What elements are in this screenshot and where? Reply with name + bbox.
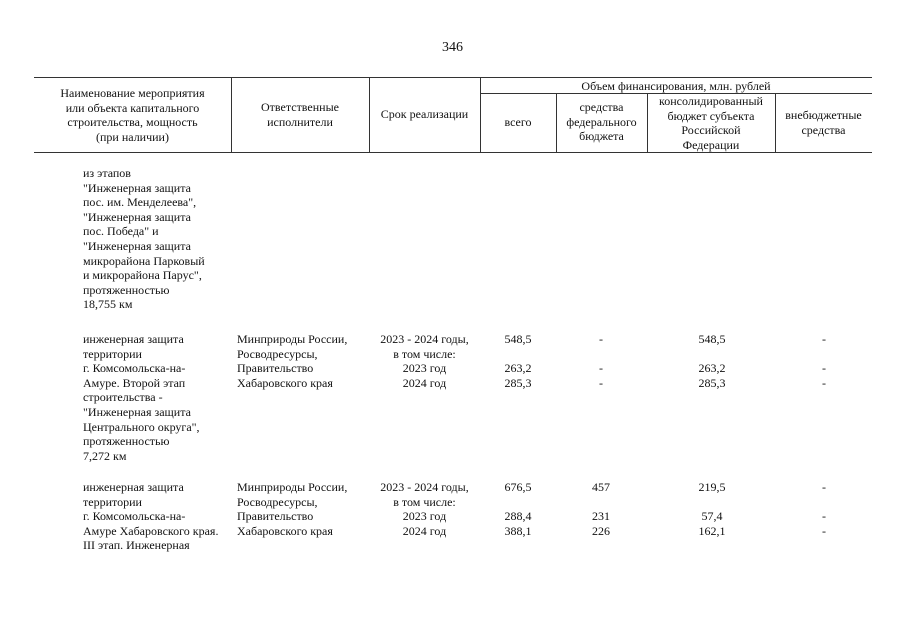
text-line: 2023 год xyxy=(402,361,447,376)
text-line xyxy=(804,495,844,510)
text-line: протяженностью xyxy=(83,282,170,297)
text-line: Российской xyxy=(681,123,741,138)
text-line: Центрального округа", xyxy=(83,419,200,434)
text-line: бюджет субъекта xyxy=(667,108,755,123)
row-federal xyxy=(581,480,621,538)
row-name-text xyxy=(83,332,200,463)
text-line: 548,5 xyxy=(504,332,532,346)
text-line: Наименование мероприятия xyxy=(60,86,205,100)
text-line: "Инженерная защита xyxy=(83,238,191,253)
text-line: "Инженерная защита xyxy=(83,209,191,224)
text-line: 18,755 км xyxy=(83,297,133,312)
text-line: 548,5 xyxy=(698,332,726,346)
text-line: Ответственные xyxy=(261,100,339,114)
text-line: Правительство xyxy=(237,361,314,376)
text-line: 285,3 xyxy=(698,375,726,390)
header-name-column xyxy=(34,86,231,144)
text-line: Росводресурсы, xyxy=(237,346,318,361)
text-line xyxy=(804,347,844,362)
header-total-column: всего xyxy=(504,115,532,129)
text-line: бюджета xyxy=(579,129,624,144)
text-line: 57,4 xyxy=(701,509,723,524)
text-line: или объекта капитального xyxy=(65,100,200,115)
text-line: 2023 - 2024 годы, xyxy=(380,332,469,346)
page-number: 346 xyxy=(442,40,463,55)
row-offbudget xyxy=(804,332,844,390)
text-line: - xyxy=(822,361,826,376)
text-line: Срок реализации xyxy=(380,107,469,121)
row-federal xyxy=(581,332,621,390)
row-offbudget xyxy=(804,480,844,538)
row-term xyxy=(369,480,480,538)
row-regional xyxy=(691,480,733,538)
row-executors xyxy=(237,332,347,390)
text-line: средства xyxy=(801,122,846,137)
text-line: 263,2 xyxy=(504,361,532,376)
text-line: инженерная защита xyxy=(83,332,184,346)
text-line: 285,3 xyxy=(504,375,532,390)
header-offbudget-column xyxy=(775,108,872,137)
text-line xyxy=(496,495,540,510)
header-funding-title: Объем финансирования, млн. рублей xyxy=(581,79,771,93)
text-line: 162,1 xyxy=(698,523,726,538)
row-regional xyxy=(691,332,733,390)
text-line: консолидированный xyxy=(659,94,763,108)
text-line: Правительство xyxy=(237,509,314,524)
text-line: в том числе: xyxy=(393,346,456,361)
text-line: 7,272 км xyxy=(83,448,127,463)
text-line: Минприроды России, xyxy=(237,332,348,346)
text-line: 231 xyxy=(592,509,610,524)
text-line: 288,4 xyxy=(504,509,532,524)
text-line: "Инженерная защита xyxy=(83,180,191,195)
text-line: 676,5 xyxy=(504,480,532,494)
text-line: и микрорайона Парус", xyxy=(83,268,202,283)
text-line: - xyxy=(822,375,826,390)
text-line: в том числе: xyxy=(393,494,456,509)
text-line: - xyxy=(599,332,603,346)
text-line: - xyxy=(822,332,826,346)
text-line: Хабаровского края xyxy=(237,523,333,538)
text-line: микрорайона Парковый xyxy=(83,253,205,268)
row-total xyxy=(496,332,540,390)
row-total xyxy=(496,480,540,538)
text-line xyxy=(691,347,733,362)
text-line: Минприроды России, xyxy=(237,480,348,494)
text-line: 226 xyxy=(592,523,610,538)
text-line: 388,1 xyxy=(504,523,532,538)
header-executors-column xyxy=(231,100,369,129)
text-line: средства xyxy=(579,100,624,114)
text-line: пос. Победа" и xyxy=(83,224,159,239)
text-line: 219,5 xyxy=(698,480,726,494)
header-regional-column xyxy=(647,94,775,152)
text-line: "Инженерная защита xyxy=(83,404,191,419)
text-line xyxy=(496,347,540,362)
text-line xyxy=(581,495,621,510)
text-line: 457 xyxy=(592,480,610,494)
row-executors xyxy=(237,480,347,538)
text-line: (при наличии) xyxy=(96,129,169,144)
text-line xyxy=(691,495,733,510)
text-line: территории xyxy=(83,346,142,361)
text-line: строительства - xyxy=(83,390,163,405)
text-line: 2024 год xyxy=(402,523,447,538)
text-line: Амуре. Второй этап xyxy=(83,375,186,390)
header-federal-column xyxy=(556,100,647,144)
text-line: - xyxy=(822,523,826,538)
text-line: Федерации xyxy=(682,137,740,152)
text-line: строительства, мощность xyxy=(67,115,198,130)
text-line: III этап. Инженерная xyxy=(83,538,190,553)
text-line: г. Комсомольска-на- xyxy=(83,361,186,376)
row-name-text xyxy=(83,480,218,553)
row-term xyxy=(369,332,480,390)
text-line: - xyxy=(599,361,603,376)
text-line: - xyxy=(822,509,826,524)
text-line: Хабаровского края xyxy=(237,375,333,390)
text-line: - xyxy=(822,480,826,494)
text-line: исполнители xyxy=(267,114,333,129)
text-line: пос. им. Менделеева", xyxy=(83,195,197,210)
row-name-text xyxy=(83,166,205,312)
text-line: федерального xyxy=(566,114,637,129)
header-term-column xyxy=(369,107,480,122)
text-line: 2023 - 2024 годы, xyxy=(380,480,469,494)
text-line: 263,2 xyxy=(698,361,726,376)
text-line: 2023 год xyxy=(402,509,447,524)
table-top-rule xyxy=(34,77,872,78)
text-line: внебюджетные xyxy=(785,108,862,122)
text-line: территории xyxy=(83,494,142,509)
text-line: протяженностью xyxy=(83,434,170,449)
text-line: Росводресурсы, xyxy=(237,494,318,509)
text-line: из этапов xyxy=(83,166,131,180)
text-line: - xyxy=(599,375,603,390)
text-line: Амуре Хабаровского края. xyxy=(83,523,219,538)
text-line xyxy=(581,347,621,362)
text-line: 2024 год xyxy=(402,375,447,390)
text-line: г. Комсомольска-на- xyxy=(83,509,186,524)
text-line: инженерная защита xyxy=(83,480,184,494)
